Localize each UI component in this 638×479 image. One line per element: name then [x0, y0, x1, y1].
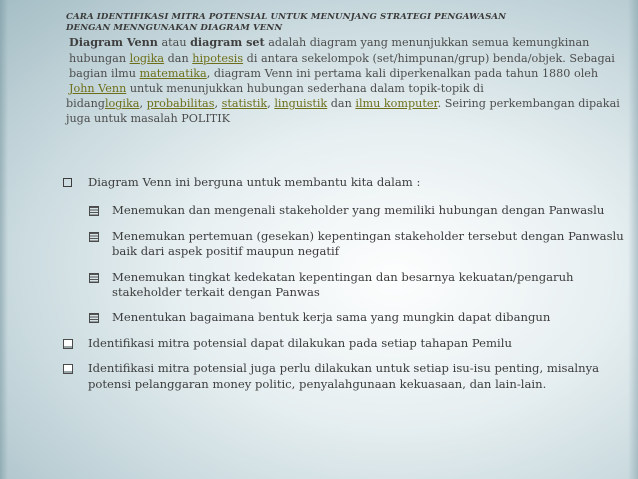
window-bullet-icon: [63, 339, 73, 349]
link-probabilitas[interactable]: probabilitas: [146, 97, 215, 111]
bullet-list: [60, 175, 630, 392]
intro-text-7: bidang: [66, 97, 105, 111]
list-item-text: Identifikasi mitra potensial dapat dilakukan pada setiap tahapan Pemilu: [88, 335, 512, 350]
link-linguistik[interactable]: linguistik: [274, 97, 328, 111]
link-john-venn[interactable]: John Venn: [69, 82, 127, 96]
list-item: [60, 175, 630, 190]
lined-bullet-icon: [89, 232, 99, 242]
link-logika[interactable]: logika: [129, 51, 165, 65]
lined-bullet-icon: [89, 313, 99, 323]
intro-text-8: ,: [139, 97, 147, 111]
list-subitem-text: Menemukan dan mengenali stakeholder yang memiliki hubungan dengan Panwaslu: [112, 203, 605, 218]
list-subitem: [60, 310, 630, 325]
intro-text-3: dan: [164, 51, 193, 65]
list-subitem-text: Menemukan tingkat kedekatan kepentingan dan besarnya kekuatan/pengaruh stakeholder terkait dengan Panwas: [112, 269, 574, 300]
intro-block: [66, 12, 626, 127]
list-subitem: [60, 203, 630, 218]
list-subitem-text: Menemukan pertemuan (gesekan) kepentingan stakeholder tersebut dengan Panwaslu baik dari aspek positif maupun negatif: [112, 228, 624, 259]
square-bullet-icon: [63, 178, 72, 187]
list-subitem: [60, 229, 630, 260]
list-item: [60, 336, 630, 351]
window-bullet-icon: [63, 364, 73, 374]
link-matematika[interactable]: matematika: [139, 66, 207, 80]
intro-text-2: adalah diagram yang menunjukkan semua kemungkinan hubungan: [69, 36, 590, 65]
lined-bullet-icon: [89, 206, 99, 216]
slide-heading: [66, 12, 626, 34]
term-diagram-venn: Diagram Venn: [69, 35, 158, 50]
intro-text-4: di antara sekelompok (set/himpunan/grup) benda/objek. Sebagai bagian ilmu: [69, 51, 615, 80]
intro-text-1: atau: [157, 36, 191, 50]
lined-bullet-icon: [89, 273, 99, 283]
intro-paragraph: [66, 35, 626, 126]
heading-line-2: DENGAN MENNGUNAKAN DIAGRAM VENN: [66, 23, 283, 34]
intro-text-12: . Seiring perkembangan dipakai juga untuk masalah POLITIK: [66, 97, 620, 126]
intro-text-10: ,: [267, 97, 275, 111]
link-hipotesis[interactable]: hipotesis: [192, 51, 244, 65]
link-ilmu-komputer[interactable]: ilmu komputer: [355, 97, 438, 111]
link-logika-2[interactable]: logika: [104, 97, 140, 111]
list-subitem-text: Menentukan bagaimana bentuk kerja sama yang mungkin dapat dibangun: [112, 310, 551, 325]
list-item-text: Identifikasi mitra potensial juga perlu dilakukan untuk setiap isu-isu penting, misalnya potensi pelanggaran money politic, penyalahgunaan kekuasaan, dan lain-lain.: [88, 361, 600, 391]
list-item-text: Diagram Venn ini berguna untuk membantu kita dalam :: [88, 175, 421, 189]
heading-line-1: CARA IDENTIFIKASI MITRA POTENSIAL UNTUK MENUNJANG STRATEGI PENGAWASAN: [66, 12, 507, 22]
term-diagram-set: diagram set: [190, 35, 265, 50]
list-item: [60, 361, 630, 392]
link-statistik[interactable]: statistik: [221, 97, 268, 111]
intro-text-9: ,: [214, 97, 222, 111]
intro-text-11: dan: [327, 97, 356, 111]
list-subitem: [60, 270, 630, 301]
intro-text-6: untuk menunjukkan hubungan sederhana dalam topik-topik di: [126, 82, 484, 96]
intro-text-5: , diagram Venn ini pertama kali diperkenalkan pada tahun 1880 oleh: [206, 66, 599, 80]
